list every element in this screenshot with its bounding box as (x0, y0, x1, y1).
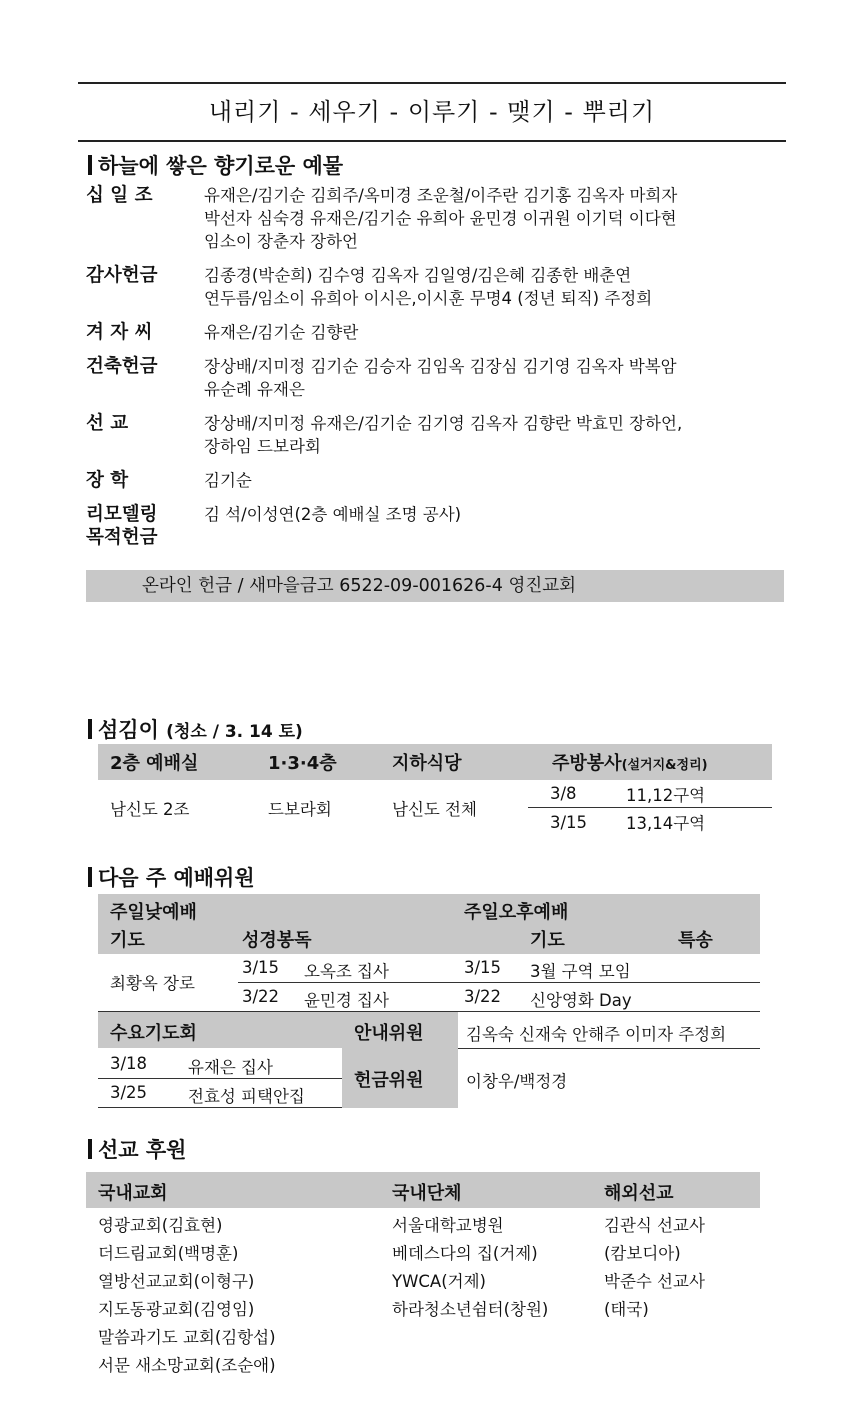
service-subtitle: (청소 / 3. 14 토) (166, 722, 303, 742)
domestic-church-list (98, 1212, 276, 1380)
next-week-body (98, 954, 760, 1012)
offering-row-mission (86, 412, 786, 458)
list-item: 하라청소년쉼터(창원) (392, 1300, 549, 1319)
row-divider (238, 982, 760, 983)
header-cell: 국내교회 (98, 1183, 168, 1204)
offering-committee-label: 헌금위원 (354, 1070, 424, 1091)
list-item: 지도동광교회(김영임) (98, 1300, 255, 1319)
table-cell: 남신도 2조 (110, 800, 190, 819)
offering-names (204, 264, 786, 310)
offerings-title (88, 150, 343, 180)
offering-label-text: 리모델링 (86, 504, 158, 525)
pm-date: 3/15 (464, 958, 502, 977)
kitchen-zone: 13,14구역 (626, 814, 706, 833)
section-bar (88, 719, 92, 739)
section-bar (88, 867, 92, 887)
kitchen-zone: 11,12구역 (626, 785, 706, 805)
pm-date: 3/22 (464, 987, 502, 1006)
service-table-row (98, 780, 772, 836)
offering-line: 김 석/이성연(2층 예배실 조명 공사) (204, 505, 462, 524)
list-item: 베데스다의 집(거제) (392, 1244, 538, 1263)
pm-name: 3월 구역 모임 (530, 962, 631, 981)
kitchen-date: 3/8 (550, 784, 577, 803)
motto-banner (78, 82, 786, 142)
kitchen-schedule (528, 780, 772, 836)
offering-line: 김기순 (204, 471, 252, 490)
bottom-rule (78, 140, 786, 142)
offering-line: 유재은/김기순 김향란 (204, 323, 359, 342)
offering-line: 김종경(박순희) 김수영 김옥자 김일영/김은혜 김종한 배춘연 (204, 266, 632, 285)
offering-names (204, 412, 786, 458)
row-divider (458, 1048, 760, 1049)
section-bar (88, 1139, 92, 1159)
pm-prayer-header: 기도 (530, 930, 565, 951)
offering-line: 유순례 유재은 (204, 380, 305, 399)
reading-name: 오옥조 집사 (304, 962, 389, 981)
offering-label-text: 목적헌금 (86, 527, 158, 548)
offering-row-building (86, 355, 786, 401)
list-item: 박준수 선교사 (604, 1272, 705, 1291)
offering-line: 임소이 장춘자 장하언 (204, 232, 358, 251)
next-week-title-text: 다음 주 예배위원 (98, 866, 255, 890)
header-cell: 지하식당 (392, 753, 462, 774)
offering-row-tithe (86, 184, 786, 253)
offerings-title-text: 하늘에 쌓은 향기로운 예물 (98, 154, 344, 178)
reading-date: 3/15 (242, 958, 280, 977)
list-item: (태국) (604, 1300, 649, 1319)
offering-line: 연두름/임소이 유희아 이시은,이시훈 무명4 (정년 퇴직) 주정희 (204, 289, 653, 308)
sunday-pm-header: 주일오후예배 (464, 902, 569, 923)
offering-line: 장상배/지미정 김기순 김승자 김임옥 김장심 김기영 김옥자 박복암 (204, 357, 677, 376)
wednesday-section (98, 1012, 760, 1108)
offering-label (86, 264, 204, 310)
next-week-header (98, 894, 760, 954)
service-table (98, 744, 772, 836)
offering-names (204, 469, 786, 492)
offering-label-text: 겨 자 씨 (86, 322, 153, 343)
list-item: 영광교회(김효현) (98, 1216, 223, 1235)
row-divider (98, 1078, 342, 1079)
mission-table (86, 1172, 760, 1375)
header-cell (528, 749, 772, 775)
list-item: (캄보디아) (604, 1244, 681, 1263)
list-item: 서문 새소망교회(조순애) (98, 1356, 276, 1375)
offering-label-text: 십 일 조 (86, 185, 153, 206)
mission-header (86, 1172, 760, 1208)
mission-title (88, 1134, 186, 1164)
offering-line: 박선자 심숙경 유재은/김기순 유희아 윤민경 이귀원 이기덕 이다현 (204, 209, 677, 228)
offering-names (204, 184, 786, 253)
list-item: YWCA(거제) (392, 1272, 486, 1291)
offerings-list (86, 184, 786, 560)
offering-row-thanks (86, 264, 786, 310)
next-week-table (98, 894, 760, 1108)
table-cell: 남신도 전체 (392, 800, 477, 819)
kitchen-row (528, 808, 772, 836)
kitchen-row (528, 780, 772, 808)
offering-label-text: 건축헌금 (86, 356, 158, 377)
list-item: 더드림교회(백명훈) (98, 1244, 239, 1263)
offering-label (86, 184, 204, 253)
service-title-text: 섬김이 (98, 718, 159, 742)
kitchen-date: 3/15 (550, 812, 588, 832)
offering-row-mustard (86, 321, 786, 344)
wednesday-name: 유재은 집사 (188, 1058, 273, 1077)
service-title (88, 714, 303, 744)
offering-label (86, 469, 204, 492)
section-bar (88, 155, 92, 175)
overseas-mission-list (604, 1212, 705, 1324)
offering-label-text: 장 학 (86, 470, 129, 491)
offering-line: 유재은/김기순 김희주/옥미경 조운철/이주란 김기홍 김옥자 마희자 (204, 186, 678, 205)
header-cell: 국내단체 (392, 1183, 462, 1204)
offering-names (204, 503, 786, 549)
kitchen-header-note: (설거지&정리) (621, 758, 708, 773)
offering-label (86, 503, 204, 549)
offering-row-scholarship (86, 469, 786, 492)
offering-label (86, 355, 204, 401)
sunday-am-header: 주일낮예배 (110, 902, 197, 923)
service-table-header (98, 744, 772, 780)
next-week-title (88, 862, 255, 892)
offering-label (86, 412, 204, 458)
row-divider (98, 1107, 342, 1108)
header-cell: 해외선교 (604, 1183, 674, 1204)
reading-date: 3/22 (242, 987, 280, 1006)
domestic-org-list (392, 1212, 548, 1324)
usher-label: 안내위원 (354, 1023, 424, 1044)
offering-names (204, 321, 786, 344)
wednesday-name: 전효성 피택안집 (188, 1087, 305, 1106)
wednesday-date: 3/25 (110, 1083, 148, 1102)
motto-text: 내리기 - 세우기 - 이루기 - 맺기 - 뿌리기 (208, 98, 656, 126)
offering-label (86, 321, 204, 344)
list-item: 김관식 선교사 (604, 1216, 705, 1235)
offering-committee-names: 이창우/백정경 (466, 1072, 568, 1091)
kitchen-header: 주방봉사 (552, 753, 622, 774)
list-item: 서울대학교병원 (392, 1216, 504, 1235)
pm-name: 신앙영화 Day (530, 991, 632, 1010)
wednesday-header: 수요기도회 (110, 1023, 197, 1044)
offering-label-text: 감사헌금 (86, 265, 158, 286)
header-cell: 1·3·4층 (268, 753, 337, 774)
offering-row-remodeling (86, 503, 786, 549)
offering-line: 장하임 드보라회 (204, 437, 321, 456)
offering-line: 장상배/지미정 유재은/김기순 김기영 김옥자 김향란 박효민 장하언, (204, 414, 683, 433)
list-item: 말씀과기도 교회(김항섭) (98, 1328, 276, 1347)
offering-label-text: 선 교 (86, 413, 129, 434)
list-item: 열방선교교회(이형구) (98, 1272, 255, 1291)
online-offering-banner: 온라인 헌금 / 새마을금고 6522-09-001626-4 영진교회 (86, 570, 784, 602)
offering-names (204, 355, 786, 401)
usher-names: 김옥숙 신재숙 안해주 이미자 주정희 (466, 1025, 727, 1044)
wednesday-date: 3/18 (110, 1054, 148, 1073)
mission-title-text: 선교 후원 (98, 1138, 187, 1162)
table-cell: 드보라회 (268, 800, 332, 819)
prayer-header: 기도 (110, 930, 145, 951)
reading-name: 윤민경 집사 (304, 991, 389, 1010)
header-cell: 2층 예배실 (110, 753, 199, 774)
prayer-person: 최황옥 장로 (110, 974, 195, 993)
reading-header: 성경봉독 (242, 930, 312, 951)
special-song-header: 특송 (678, 930, 713, 951)
